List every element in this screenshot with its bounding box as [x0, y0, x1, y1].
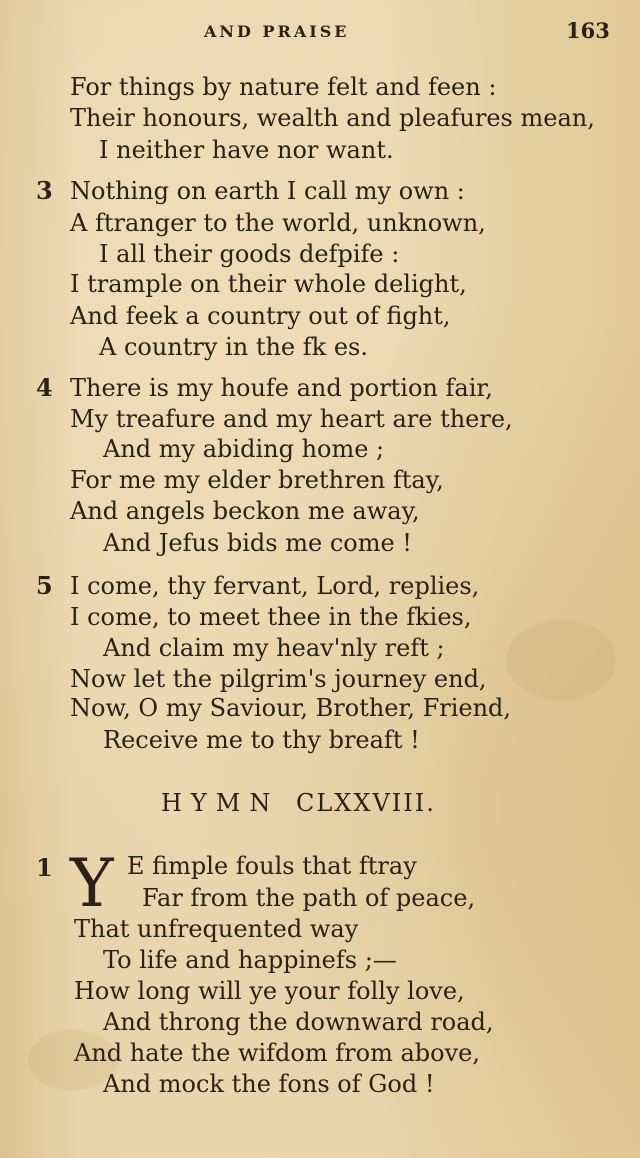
poem-line: Now let the pilgrim's journey end, — [70, 665, 487, 693]
poem-line: A ftranger to the world, unknown, — [70, 209, 486, 237]
poem-line: My treafure and my heart are there, — [70, 405, 513, 433]
drop-cap: Y — [70, 845, 114, 922]
poem-line: Their honours, wealth and pleafures mean, — [70, 104, 595, 132]
paper-stain — [506, 620, 616, 700]
poem-line: And angels beckon me away, — [70, 497, 420, 525]
stanza-number: 4 — [36, 373, 53, 402]
page-number: 163 — [566, 18, 610, 43]
poem-line: E fimple fouls that ftray — [127, 852, 417, 880]
poem-line: And Jefus bids me come ! — [103, 529, 412, 557]
poem-line: To life and happinefs ;— — [103, 946, 397, 974]
hymn-heading — [161, 789, 436, 817]
poem-line: A country in the fk es. — [99, 333, 368, 361]
stanza-number: 5 — [36, 571, 53, 600]
poem-line: I all their goods defpife : — [99, 240, 400, 268]
poem-line: Now, O my Saviour, Brother, Friend, — [70, 694, 512, 722]
poem-line: And my abiding home ; — [103, 435, 385, 463]
stanza-number: 3 — [36, 176, 53, 205]
poem-line: There is my houfe and portion fair, — [70, 374, 493, 402]
hymn-number: CLXXVIII. — [296, 789, 436, 817]
poem-line: For me my elder brethren ftay, — [70, 466, 444, 494]
poem-line: Receive me to thy breaft ! — [103, 726, 420, 754]
poem-line: And mock the fons of God ! — [103, 1070, 435, 1098]
poem-line: And feek a country out of fight, — [70, 302, 451, 330]
poem-line: Far from the path of peace, — [142, 884, 476, 912]
poem-line: And hate the wifdom from above, — [74, 1039, 480, 1067]
poem-line: How long will ye your folly love, — [74, 977, 465, 1005]
poem-line: I come, thy fervant, Lord, replies, — [70, 572, 480, 600]
poem-line: Nothing on earth I call my own : — [70, 177, 465, 205]
poem-line: That unfrequented way — [74, 915, 359, 943]
running-title: AND PRAISE — [204, 22, 350, 41]
poem-line: For things by nature felt and feen : — [70, 73, 497, 101]
poem-line: And throng the downward road, — [103, 1008, 494, 1036]
poem-line: I trample on their whole delight, — [70, 270, 467, 298]
stanza-number: 1 — [36, 853, 53, 882]
hymn-label: HYMN — [161, 789, 280, 817]
running-head — [0, 18, 640, 46]
poem-line: And claim my heav'nly reft ; — [103, 634, 445, 662]
poem-line: I come, to meet thee in the fkies, — [70, 603, 472, 631]
poem-line: I neither have nor want. — [99, 136, 394, 164]
